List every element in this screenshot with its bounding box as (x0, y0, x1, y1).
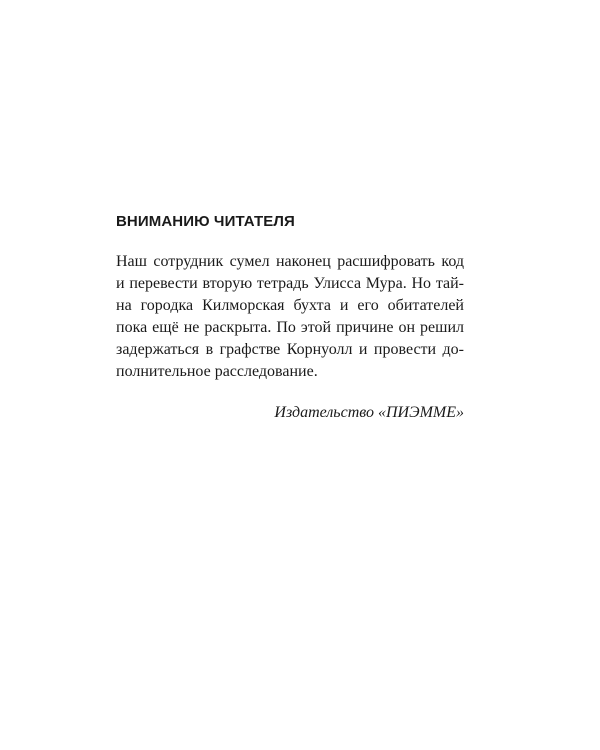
notice-heading: ВНИМАНИЮ ЧИТАТЕЛЯ (116, 213, 295, 230)
notice-line: пока ещё не раскрыта. По этой причине он решил (116, 319, 464, 336)
notice-line: полнительное расследование. (116, 363, 318, 380)
notice-line: на городка Килморская бухта и его обитателей (116, 297, 464, 314)
publisher-signature: Издательство «ПИЭММЕ» (274, 404, 464, 421)
notice-body (116, 251, 464, 383)
reader-notice (116, 212, 464, 424)
notice-line: и перевести вторую тетрадь Улисса Мура. Но тай- (116, 275, 464, 292)
notice-line: Наш сотрудник сумел наконец расшифровать код (116, 253, 464, 270)
notice-line: задержаться в графстве Корнуолл и провести до- (116, 341, 464, 358)
